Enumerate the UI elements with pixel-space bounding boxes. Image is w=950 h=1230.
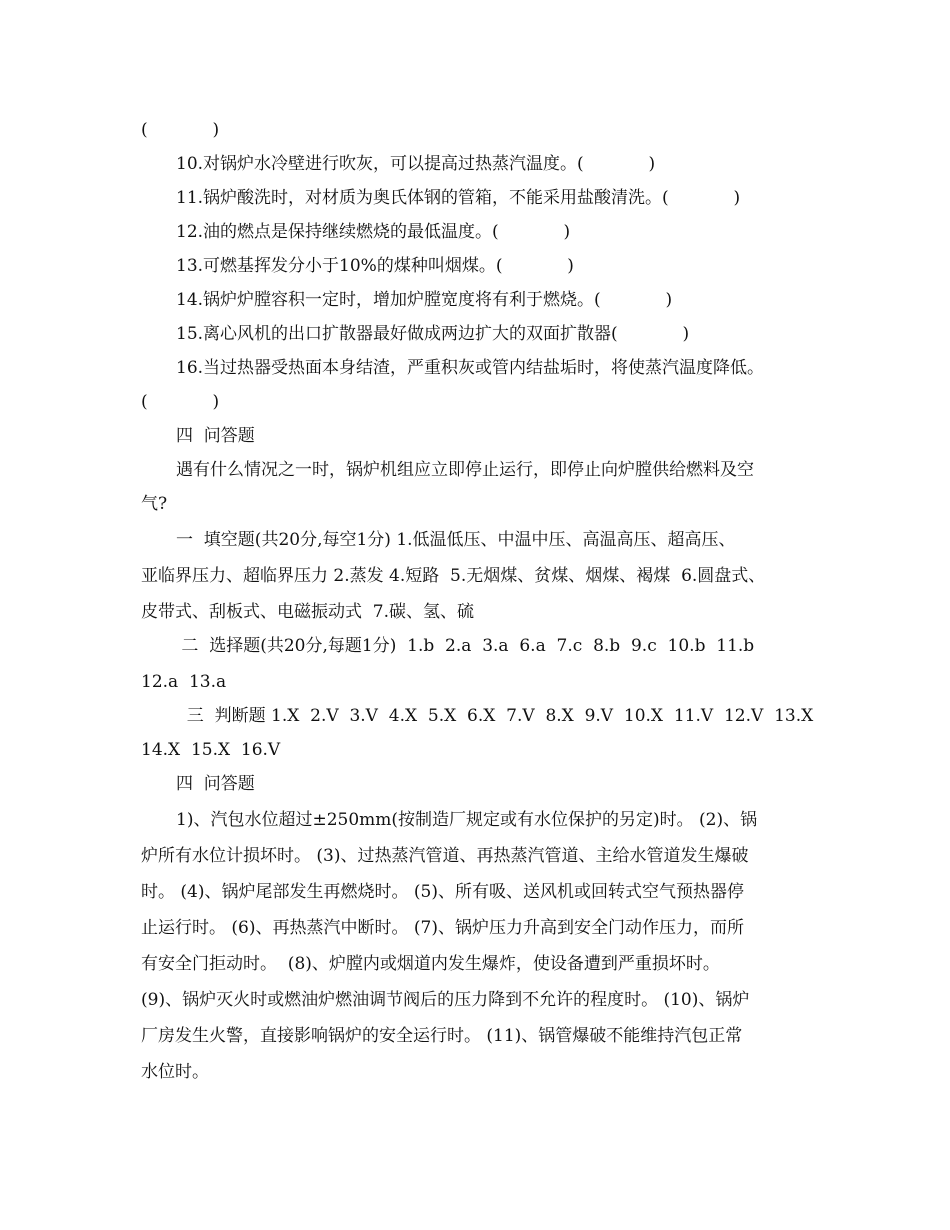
answers-fill-blank-line-3: 皮带式、刮板式、电磁振动式 7.碳、氢、硫	[141, 602, 475, 622]
answers-fill-blank-line-2: 亚临界压力、超临界压力 2.蒸发 4.短路 5.无烟煤、贫煤、烟煤、褐煤 6.圆盘式、	[141, 566, 766, 586]
answers-qa-line-2: 炉所有水位计损坏时。 (3)、过热蒸汽管道、再热蒸汽管道、主给水管道发生爆破	[141, 846, 749, 866]
answers-qa-line-7: 厂房发生火警，直接影响锅炉的安全运行时。 (11)、锅管爆破不能维持汽包正常	[141, 1026, 743, 1046]
question-16: 16.当过热器受热面本身结渣，严重积灰或管内结盐垢时，将使蒸汽温度降低。	[176, 358, 765, 378]
answers-qa-line-4: 止运行时。 (6)、再热蒸汽中断时。 (7)、锅炉压力升高到安全门动作压力，而所	[141, 918, 744, 938]
answer-blank-9: ( )	[141, 120, 220, 140]
question-15: 15.离心风机的出口扩散器最好做成两边扩大的双面扩散器( )	[176, 324, 690, 344]
answers-qa-heading: 四 问答题	[176, 774, 255, 794]
answer-blank-16: ( )	[141, 392, 220, 412]
answers-qa-line-8: 水位时。	[141, 1062, 209, 1082]
question-13: 13.可燃基挥发分小于10%的煤种叫烟煤。( )	[176, 256, 574, 276]
answers-fill-blank-line-1: 一 填空题(共20分,每空1分) 1.低温低压、中温中压、高温高压、超高压、	[176, 530, 736, 550]
answers-qa-line-3: 时。 (4)、锅炉尾部发生再燃烧时。 (5)、所有吸、送风机或回转式空气预热器停	[141, 882, 744, 902]
answers-qa-line-5: 有安全门拒动时。 (8)、炉膛内或烟道内发生爆炸，使设备遭到严重损坏时。	[141, 954, 720, 974]
answers-judge-line-1: 三 判断题 1.X 2.V 3.V 4.X 5.X 6.X 7.V 8.X 9.V 10.X 11.V 12.V 13.X	[176, 706, 814, 726]
answers-judge-line-2: 14.X 15.X 16.V	[141, 740, 281, 760]
section-heading-qa: 四 问答题	[176, 426, 255, 446]
answers-choice-line-1: 二 选择题(共20分,每题1分) 1.b 2.a 3.a 6.a 7.c 8.b 9.c 10.b 11.b	[176, 636, 755, 656]
question-10: 10.对锅炉水冷壁进行吹灰，可以提高过热蒸汽温度。( )	[176, 154, 656, 174]
question-14: 14.锅炉炉膛容积一定时，增加炉膛宽度将有利于燃烧。( )	[176, 290, 673, 310]
answers-choice-line-2: 12.a 13.a	[141, 672, 227, 692]
question-12: 12.油的燃点是保持继续燃烧的最低温度。( )	[176, 222, 571, 242]
question-11: 11.锅炉酸洗时，对材质为奥氏体钢的管箱，不能采用盐酸清洗。( )	[176, 188, 741, 208]
answers-qa-line-6: (9)、锅炉灭火时或燃油炉燃油调节阀后的压力降到不允许的程度时。 (10)、锅炉	[141, 990, 750, 1010]
qa-question-line-1: 遇有什么情况之一时，锅炉机组应立即停止运行，即停止向炉膛供给燃料及空	[176, 460, 754, 480]
qa-question-line-2: 气?	[141, 494, 168, 514]
answers-qa-line-1: 1)、汽包水位超过±250mm(按制造厂规定或有水位保护的另定)时。 (2)、锅	[176, 810, 758, 830]
